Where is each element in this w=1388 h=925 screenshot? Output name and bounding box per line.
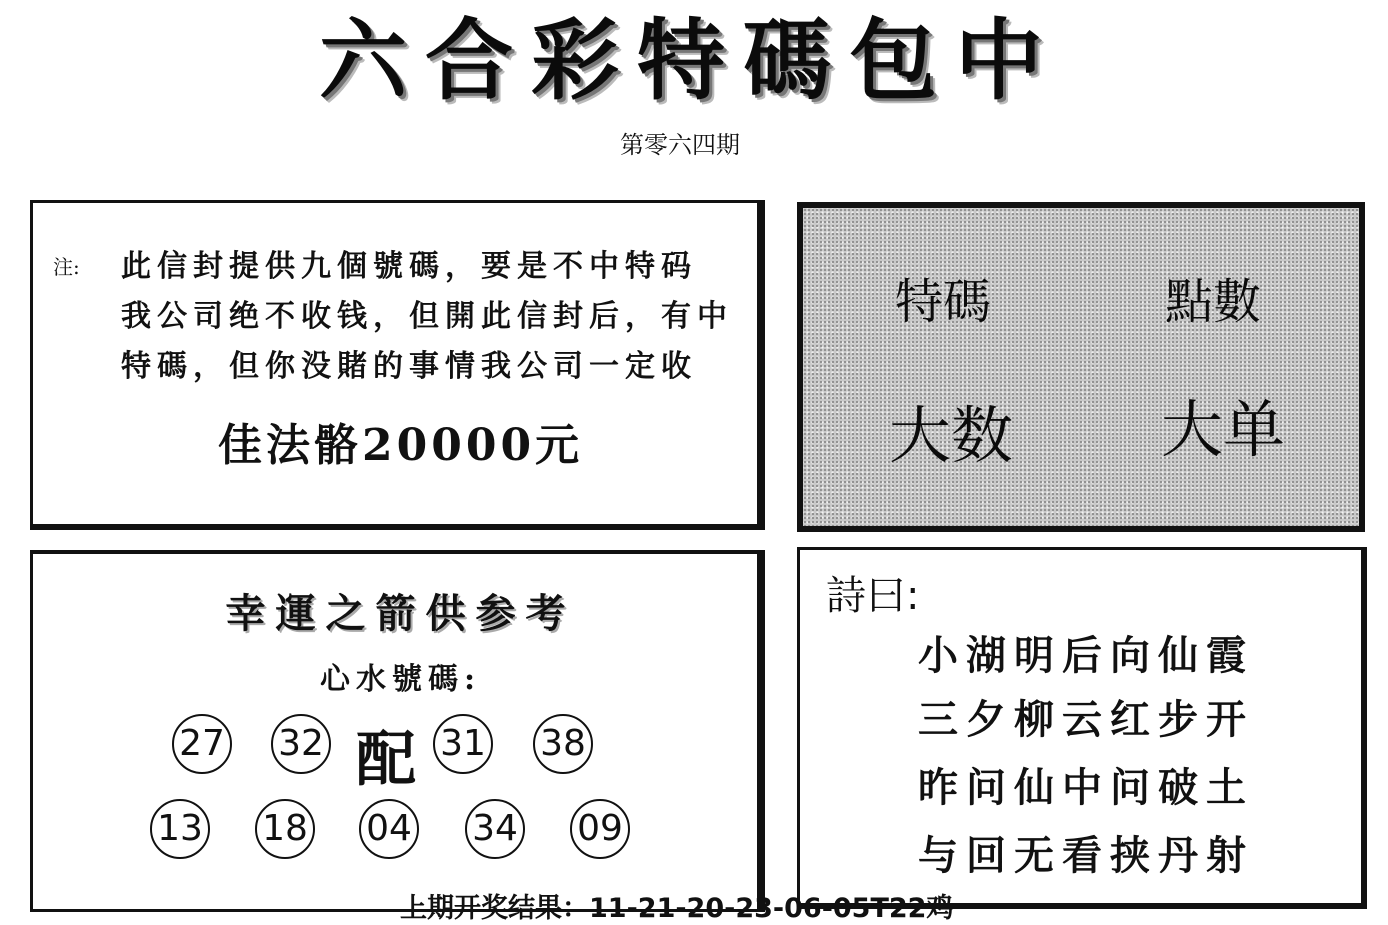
number-ball: 32 — [271, 714, 331, 774]
number-ball: 04 — [359, 799, 419, 859]
special-value: 大数 — [889, 399, 1014, 472]
lucky-title: 幸運之箭供参考 — [225, 590, 576, 637]
number-ball: 27 — [172, 714, 232, 774]
prize-amount: 佳法骼20000元 — [218, 420, 584, 471]
points-value: 大单 — [1161, 393, 1286, 466]
poem-line: 与回无看挟丹射 — [918, 832, 1254, 879]
lucky-panel — [30, 550, 765, 912]
notice-line: 特碼，但你没賭的事情我公司一定收 — [121, 349, 697, 384]
number-ball: 18 — [255, 799, 315, 859]
notice-panel — [30, 200, 765, 530]
notice-line: 我公司绝不收钱，但開此信封后，有中 — [121, 299, 733, 334]
poem-line: 昨问仙中问破土 — [918, 764, 1254, 811]
number-ball: 34 — [465, 799, 525, 859]
special-panel — [797, 202, 1365, 532]
poem-heading: 詩曰: — [826, 573, 920, 619]
special-heading: 特碼 — [895, 274, 992, 330]
number-ball: 38 — [533, 714, 593, 774]
number-ball: 31 — [433, 714, 493, 774]
number-ball: 13 — [150, 799, 210, 859]
number-ball: 09 — [570, 799, 630, 859]
last-draw-result: 上期开奖结果：11-21-20-23-06-05T22鸡 — [400, 893, 954, 924]
note-label: 注: — [53, 255, 80, 279]
points-heading: 點數 — [1165, 274, 1262, 330]
pair-mark: 配 — [356, 725, 416, 795]
page-title: 六合彩特碼包中 — [318, 8, 1061, 112]
poem-line: 小湖明后向仙霞 — [918, 632, 1254, 679]
lucky-subtitle: 心水號碼: — [319, 662, 482, 697]
poem-line: 三夕柳云红步开 — [918, 696, 1254, 743]
notice-line: 此信封提供九個號碼，要是不中特码 — [121, 249, 697, 284]
poem-panel — [797, 547, 1367, 909]
issue-number: 第零六四期 — [620, 131, 740, 159]
